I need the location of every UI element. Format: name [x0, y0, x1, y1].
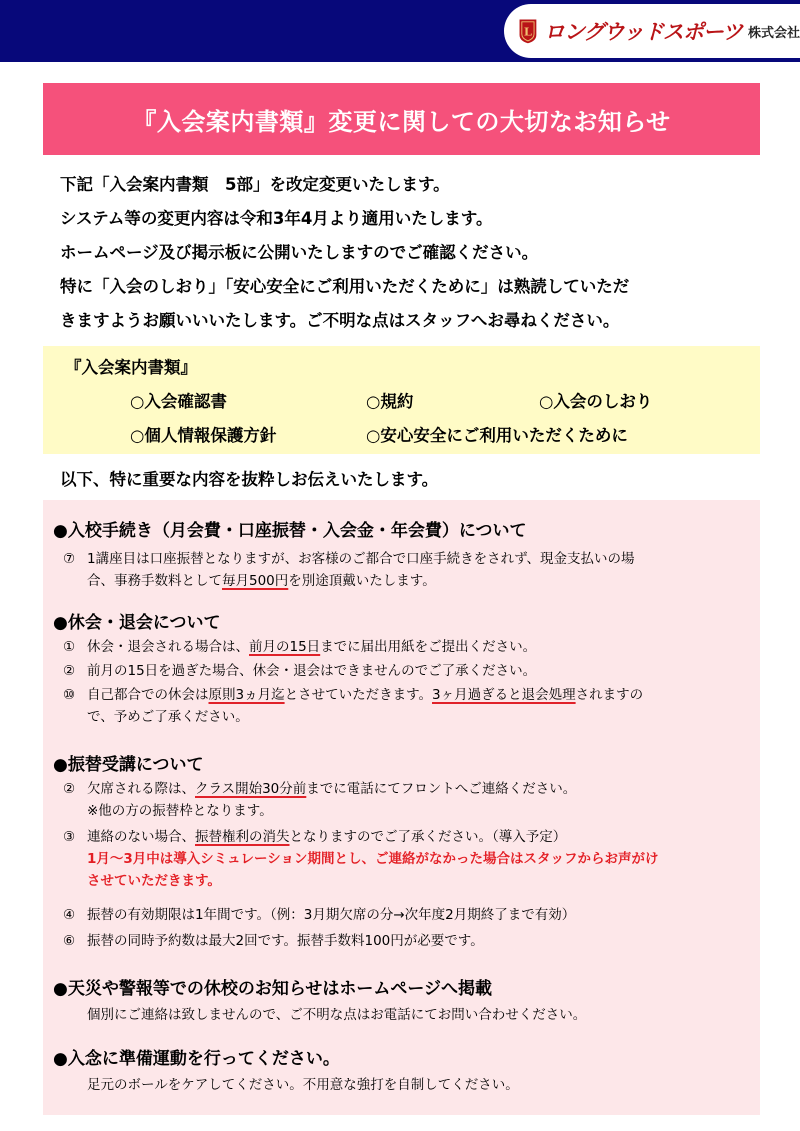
important-info-box: [43, 500, 760, 1115]
note: ※他の方の振替枠となります。: [87, 803, 273, 819]
item-number: ①: [63, 639, 76, 655]
red-notice: 1月～3月中は導入シミュレーション期間とし、ご連絡がなかった場合はスタッフからお声がけ: [87, 851, 659, 867]
intro-line: きますようお願いいいたします。ご不明な点はスタッフへお尋ねください。: [60, 311, 620, 330]
documents-title: 『入会案内書類』: [65, 358, 197, 377]
item-number: ②: [63, 781, 76, 797]
underlined-text: 振替権利の消失: [195, 829, 290, 845]
document-item: ○規約: [366, 392, 414, 411]
header-bar: [0, 0, 800, 62]
title-banner: [43, 83, 760, 155]
list-item: ⑦ 1講座目は口座振替となりますが、お客様のご都合で口座手続きをされず、現金支払いの場 合、事務手数料として毎月500円を別途頂戴いたします。: [63, 548, 753, 592]
list-item: ⑩ 自己都合での休会は原則3ヵ月迄とさせていただきます。3ヶ月過ぎると退会処理されますの で、予めご了承ください。: [63, 684, 753, 728]
section-heading: ●振替受講について: [53, 755, 204, 775]
list-item: 個別にご連絡は致しませんので、ご不明な点はお電話にてお問い合わせください。: [87, 1007, 587, 1023]
intro-line: システム等の変更内容は令和3年4月より適用いたします。: [60, 209, 493, 228]
underlined-text: クラス開始30分前: [195, 781, 307, 797]
item-number: ⑥: [63, 933, 76, 949]
document-item: ○入会のしおり: [539, 392, 653, 411]
company-suffix: 株式会社: [747, 25, 800, 41]
list-item: ② 前月の15日を過ぎた場合、休会・退会はできませんのでご了承ください。: [63, 660, 753, 682]
item-number: ③: [63, 829, 76, 845]
underlined-text: 3ヶ月過ぎると退会処理: [432, 687, 576, 703]
section-heading: ●入念に準備運動を行ってください。: [53, 1049, 340, 1069]
document-item: ○安心安全にご利用いただくために: [366, 426, 628, 445]
section-heading: ●入校手続き（月会費・口座振替・入会金・年会費）について: [53, 521, 527, 541]
item-number: ④: [63, 907, 76, 923]
list-item: ① 休会・退会される場合は、前月の15日までに届出用紙をご提出ください。: [63, 636, 753, 658]
intro-line: ホームページ及び掲示板に公開いたしますのでご確認ください。: [60, 243, 539, 262]
logo-letter: L: [523, 24, 532, 39]
underlined-text: 毎月500円: [222, 573, 289, 589]
list-item: ⑥ 振替の同時予約数は最大2回です。振替手数料100円が必要です。: [63, 930, 753, 952]
section-heading: ●休会・退会について: [53, 613, 221, 633]
document-item: ○個人情報保護方針: [130, 426, 277, 445]
list-item: ② 欠席される際は、クラス開始30分前までに電話にてフロントへご連絡ください。 ※他の方の振替枠となります。: [63, 778, 753, 822]
document-item: ○入会確認書: [130, 392, 227, 411]
item-number: ⑦: [63, 551, 76, 567]
company-name: ロングウッドスポーツ: [543, 20, 742, 44]
intro-line: 下記「入会案内書類 5部」を改定変更いたします。: [60, 175, 450, 194]
company-logo: [504, 4, 800, 58]
red-notice: させていただきます。: [87, 873, 221, 889]
summary-text: 以下、特に重要な内容を抜粋しお伝えいたします。: [60, 470, 439, 489]
list-item: ③ 連絡のない場合、振替権利の消失となりますのでご了承ください。（導入予定） 1月～3月中は導入シミュレーション期間とし、ご連絡がなかった場合はスタッフからお声がけ させていただきます。: [63, 826, 753, 892]
intro-line: 特に「入会のしおり」「安心安全にご利用いただくために」は熟読していただ: [60, 277, 630, 296]
item-number: ⑩: [63, 687, 76, 703]
underlined-text: 原則3ヵ月迄: [208, 687, 285, 703]
documents-box: [43, 346, 760, 454]
intro-text: [60, 168, 760, 338]
section-heading: ●天災や警報等での休校のお知らせはホームページへ掲載: [53, 979, 492, 999]
item-number: ②: [63, 663, 76, 679]
list-item: ④ 振替の有効期限は1年間です。（例：3月期欠席の分→次年度2月期終了まで有効）: [63, 904, 753, 926]
list-item: 足元のボールをケアしてください。不用意な強打を自制してください。: [87, 1077, 519, 1093]
shield-logo-icon: [518, 14, 538, 48]
page-title: 『入会案内書類』変更に関しての大切なお知らせ: [132, 107, 671, 136]
underlined-text: 前月の15日: [249, 639, 321, 655]
